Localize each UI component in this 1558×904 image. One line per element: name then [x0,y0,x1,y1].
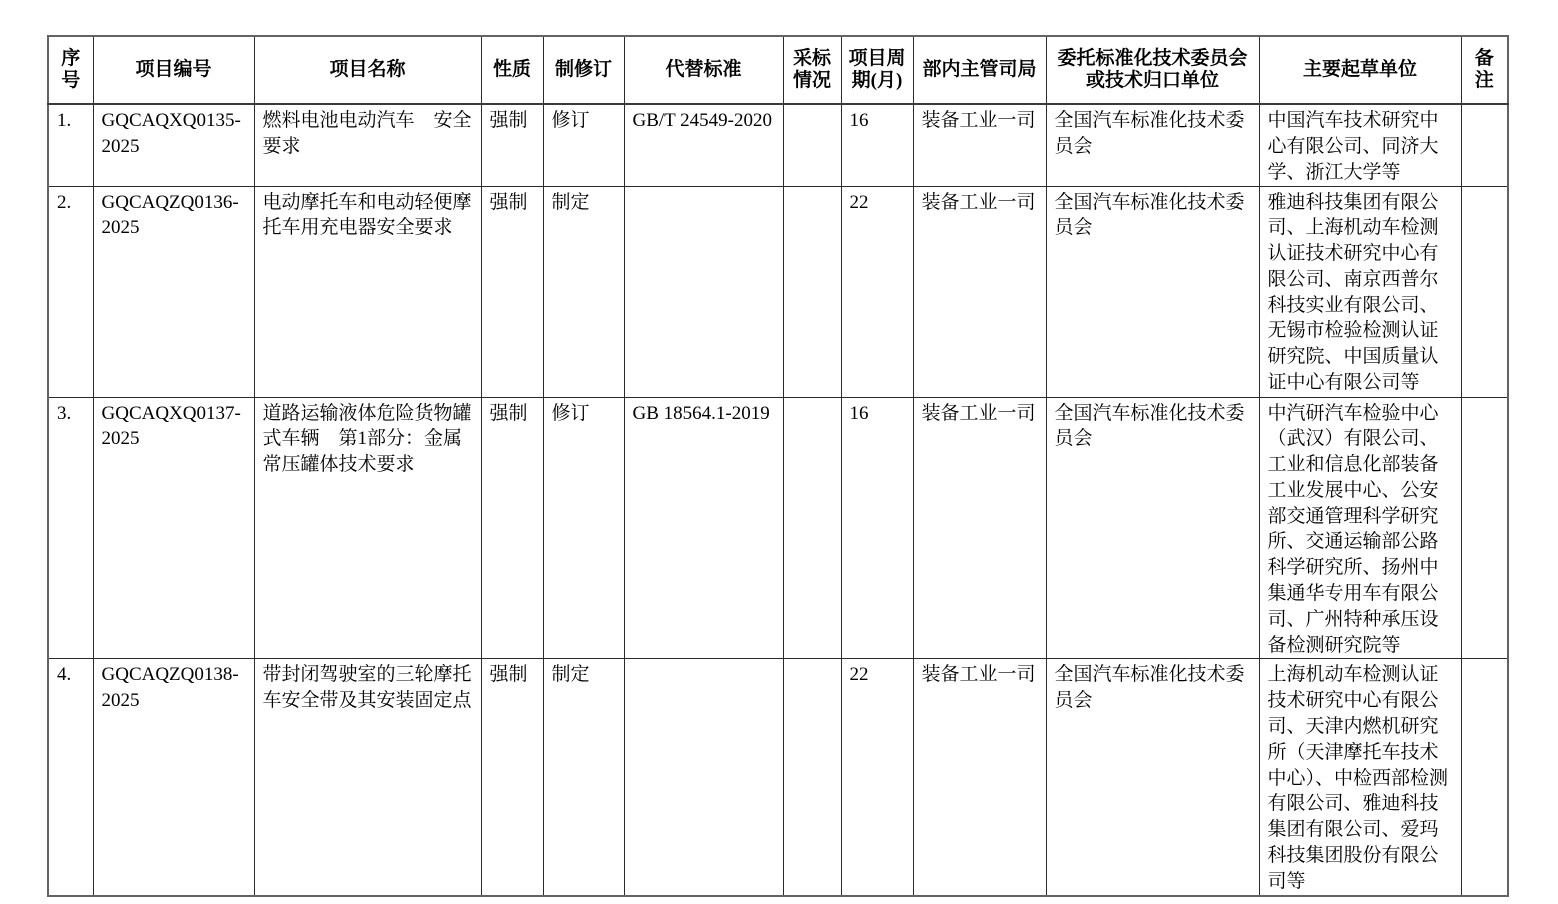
cell-formulate-revise: 修订 [543,104,624,186]
cell-formulate-revise: 修订 [543,397,624,659]
cell-project-cycle: 16 [841,104,913,186]
cell-project-cycle: 22 [841,186,913,397]
cell-adoption-status [783,186,841,397]
cell-replaced-standard: GB/T 24549-2020 [624,104,783,186]
cell-department: 装备工业一司 [913,659,1046,896]
cell-project-name: 电动摩托车和电动轻便摩托车用充电器安全要求 [254,186,481,397]
cell-adoption-status [783,397,841,659]
table-row [48,186,1508,397]
cell-committee: 全国汽车标准化技术委员会 [1046,104,1259,186]
header-project-name: 项目名称 [254,36,481,104]
header-serial: 序号 [48,36,93,104]
header-formulate-revise: 制修订 [543,36,624,104]
cell-project-cycle: 22 [841,659,913,896]
header-row [48,36,1508,104]
header-remarks: 备注 [1461,36,1508,104]
cell-project-cycle: 16 [841,397,913,659]
header-project-code: 项目编号 [93,36,254,104]
table-row [48,397,1508,659]
cell-drafting-units: 中汽研汽车检验中心（武汉）有限公司、工业和信息化部装备工业发展中心、公安部交通管理科学研究所、交通运输部公路科学研究所、扬州中集通华专用车有限公司、广州特种承压设备检测研究院等 [1259,397,1461,659]
header-drafting-units: 主要起草单位 [1259,36,1461,104]
cell-remarks [1461,186,1508,397]
cell-serial: 2. [48,186,93,397]
cell-remarks [1461,659,1508,896]
cell-drafting-units: 中国汽车技术研究中心有限公司、同济大学、浙江大学等 [1259,104,1461,186]
header-adoption-status: 采标情况 [783,36,841,104]
cell-nature: 强制 [481,397,543,659]
cell-formulate-revise: 制定 [543,659,624,896]
header-nature: 性质 [481,36,543,104]
header-committee: 委托标准化技术委员会或技术归口单位 [1046,36,1259,104]
cell-project-code: GQCAQXQ0137-2025 [93,397,254,659]
cell-project-name: 燃料电池电动汽车 安全要求 [254,104,481,186]
cell-remarks [1461,104,1508,186]
cell-replaced-standard: GB 18564.1-2019 [624,397,783,659]
cell-department: 装备工业一司 [913,186,1046,397]
cell-replaced-standard [624,186,783,397]
cell-project-code: GQCAQZQ0138-2025 [93,659,254,896]
cell-drafting-units: 雅迪科技集团有限公司、上海机动车检测认证技术研究中心有限公司、南京西普尔科技实业有限公司、无锡市检验检测认证研究院、中国质量认证中心有限公司等 [1259,186,1461,397]
header-replaced-standard: 代替标准 [624,36,783,104]
cell-department: 装备工业一司 [913,104,1046,186]
header-project-cycle: 项目周期(月) [841,36,913,104]
cell-project-name: 带封闭驾驶室的三轮摩托车安全带及其安装固定点 [254,659,481,896]
cell-nature: 强制 [481,186,543,397]
table-row [48,659,1508,896]
cell-committee: 全国汽车标准化技术委员会 [1046,397,1259,659]
cell-project-name: 道路运输液体危险货物罐式车辆 第1部分：金属常压罐体技术要求 [254,397,481,659]
header-department: 部内主管司局 [913,36,1046,104]
cell-serial: 1. [48,104,93,186]
cell-project-code: GQCAQZQ0136-2025 [93,186,254,397]
cell-adoption-status [783,104,841,186]
cell-nature: 强制 [481,659,543,896]
cell-drafting-units: 上海机动车检测认证技术研究中心有限公司、天津内燃机研究所（天津摩托车技术中心）、中检西部检测有限公司、雅迪科技集团有限公司、爱玛科技集团股份有限公司等 [1259,659,1461,896]
cell-committee: 全国汽车标准化技术委员会 [1046,186,1259,397]
standards-plan-table [47,35,1509,897]
table-row [48,104,1508,186]
cell-department: 装备工业一司 [913,397,1046,659]
cell-serial: 3. [48,397,93,659]
cell-project-code: GQCAQXQ0135-2025 [93,104,254,186]
cell-nature: 强制 [481,104,543,186]
cell-replaced-standard [624,659,783,896]
cell-formulate-revise: 制定 [543,186,624,397]
cell-adoption-status [783,659,841,896]
cell-committee: 全国汽车标准化技术委员会 [1046,659,1259,896]
cell-serial: 4. [48,659,93,896]
cell-remarks [1461,397,1508,659]
